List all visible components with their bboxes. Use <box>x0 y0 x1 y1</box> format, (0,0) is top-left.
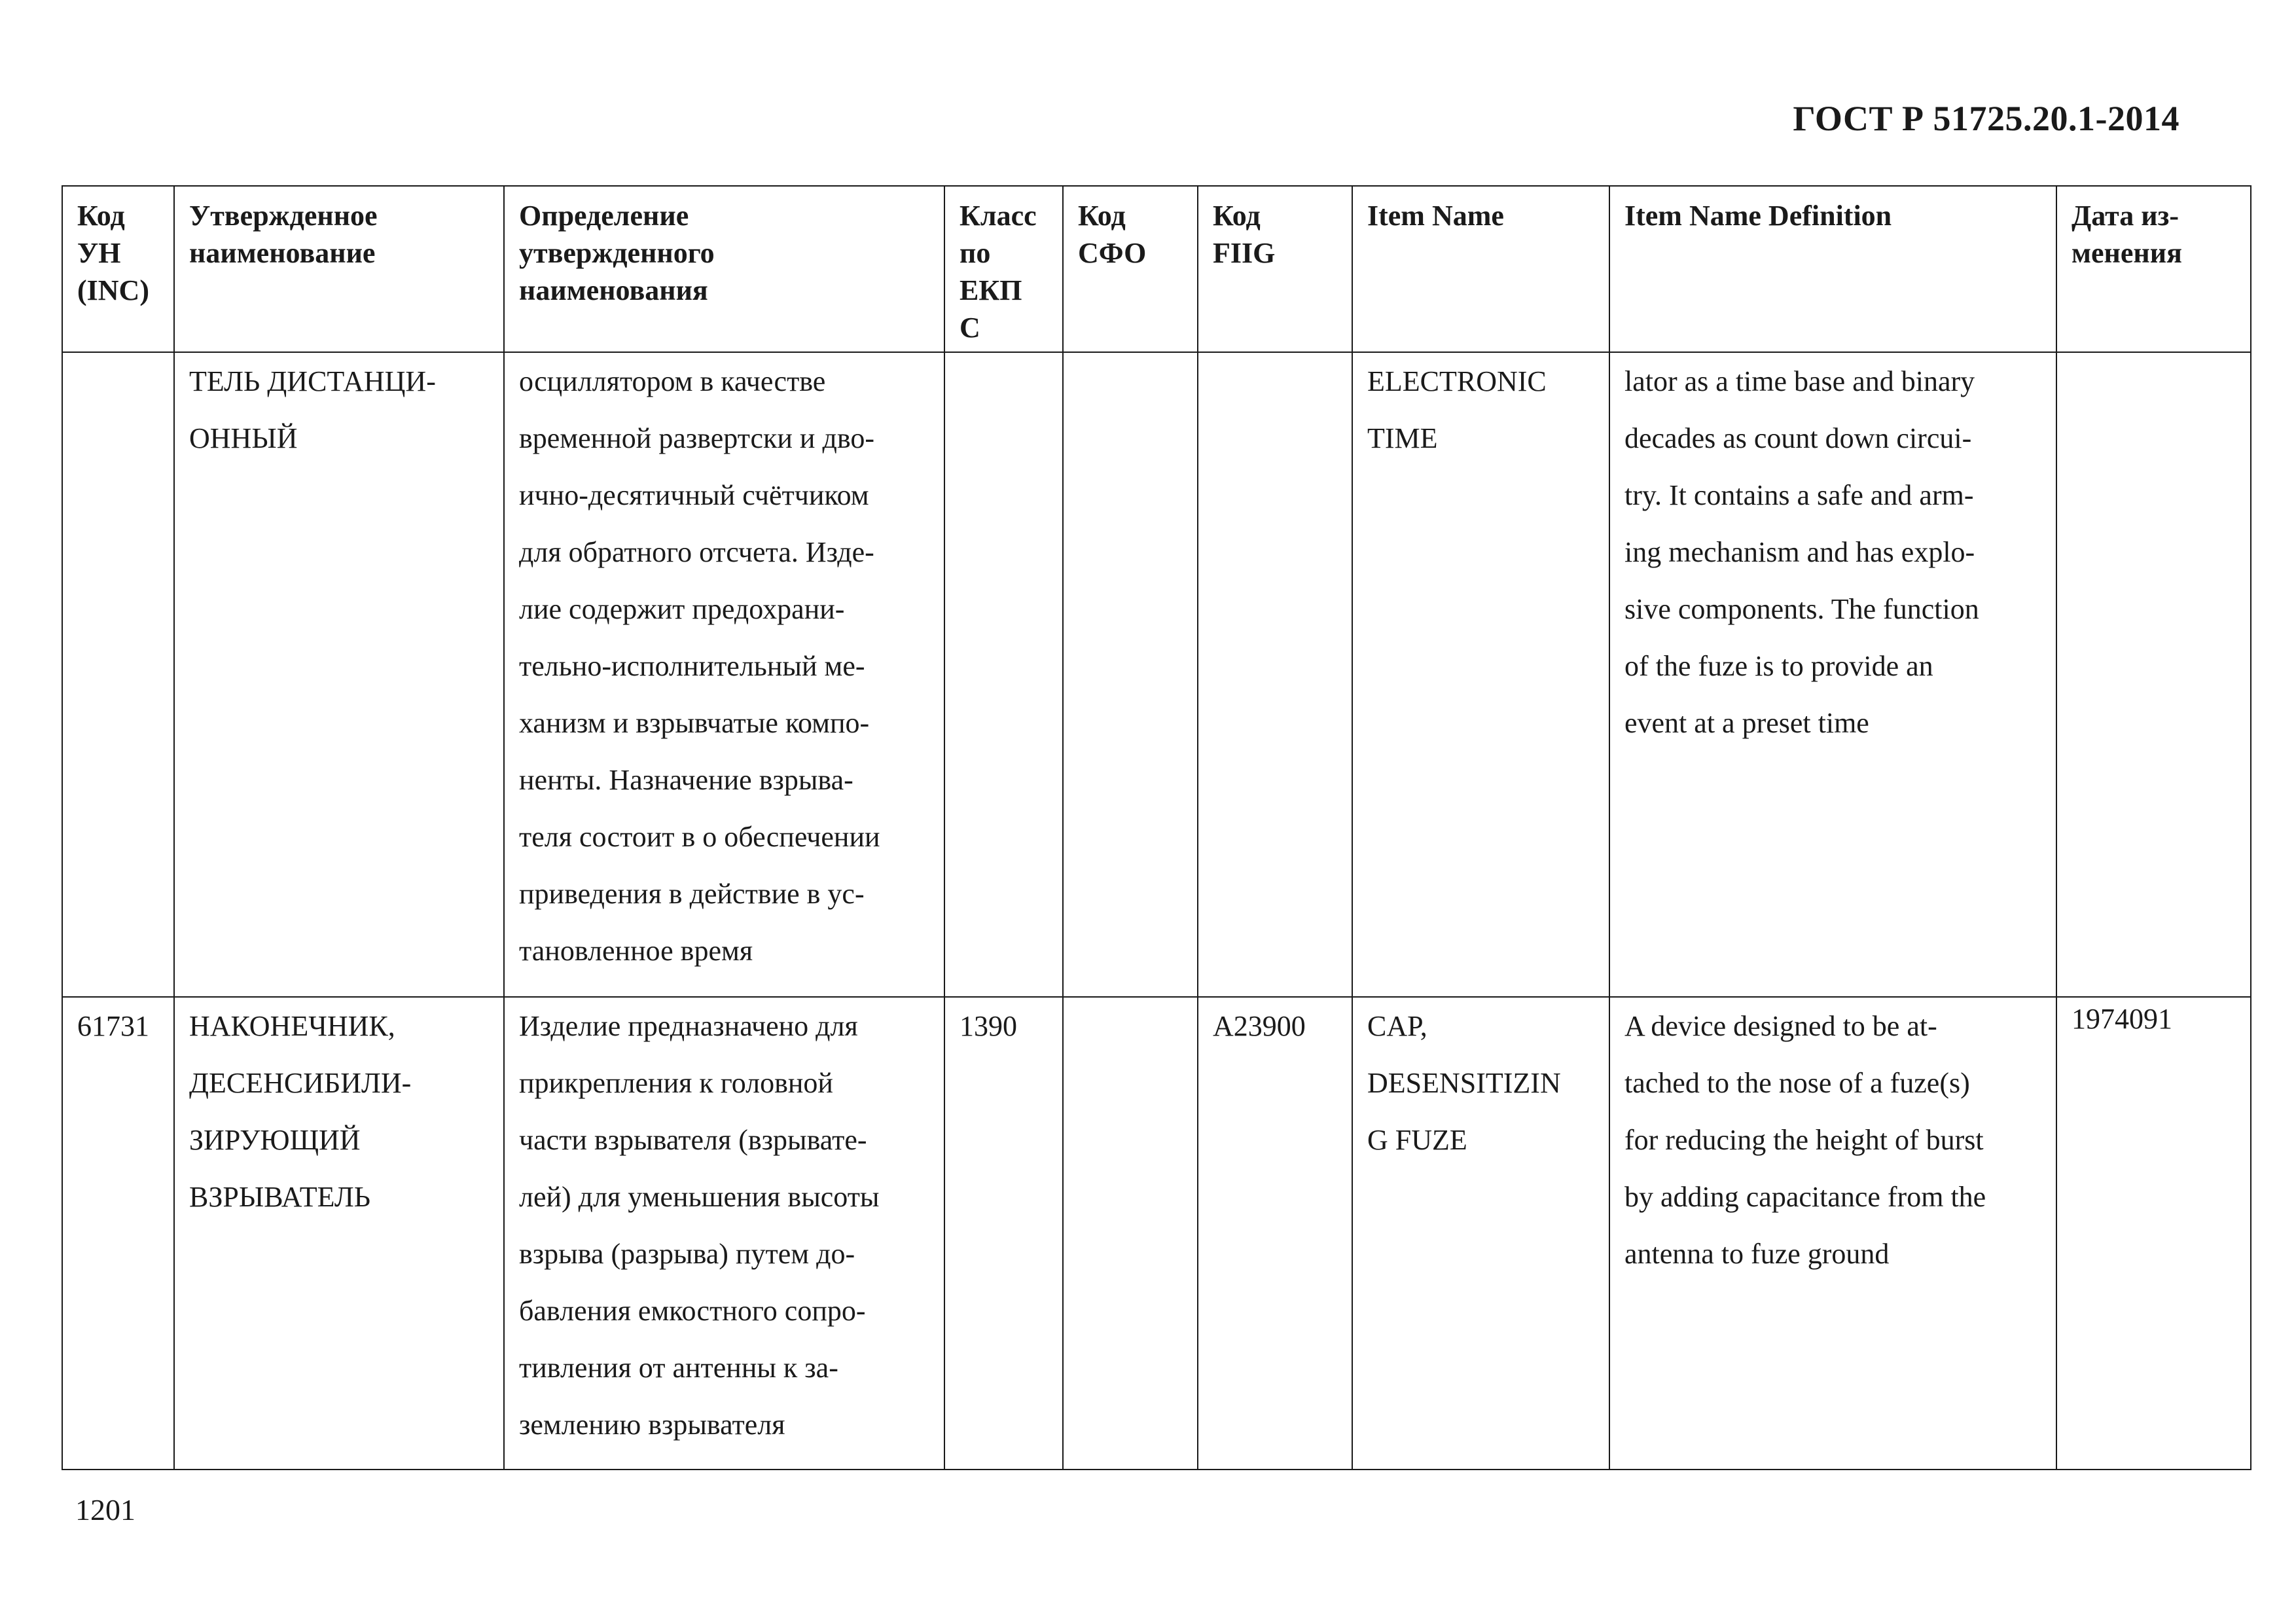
cell-text: 1390 <box>960 1010 1017 1042</box>
cell-inc <box>62 352 174 997</box>
column-header-text: Код УН (INC) <box>77 200 149 306</box>
table-header <box>62 186 2251 352</box>
column-header-inc <box>62 186 174 352</box>
cell-text: 1974091 <box>2072 1003 2172 1035</box>
column-header-item-name <box>1352 186 1609 352</box>
cell-sfo-code <box>1063 352 1198 997</box>
column-header-text: Класс по ЕКП С <box>960 200 1037 344</box>
column-header-definition <box>504 186 944 352</box>
cell-ekps-class <box>944 997 1063 1470</box>
cell-text: A device designed to be at- tached to the nose of a fuze(s) for reducing the height of burst by adding capacitance from the antenna to fuze ground <box>1624 1010 1986 1270</box>
item-name-table <box>62 185 2251 1470</box>
column-header-text: Определение утвержденного наименования <box>519 200 715 306</box>
cell-fiig-code <box>1198 352 1352 997</box>
column-header-text: Item Name Definition <box>1624 200 1892 232</box>
cell-fiig-code <box>1198 997 1352 1470</box>
column-header-text: Код СФО <box>1078 200 1147 269</box>
cell-ekps-class <box>944 352 1063 997</box>
column-header-ekps-class <box>944 186 1063 352</box>
cell-text: 61731 <box>77 1010 149 1042</box>
cell-text: ТЕЛЬ ДИСТАНЦИ- ОННЫЙ <box>189 365 436 454</box>
page-number: 1201 <box>75 1493 135 1526</box>
cell-approved-name <box>174 352 504 997</box>
column-header-text: Item Name <box>1367 200 1504 232</box>
column-header-approved-name <box>174 186 504 352</box>
cell-text: lator as a time base and binary decades as count down circui- try. It contains a safe and arm- ing mechanism and has explo- sive components. The function of the fuze is to provide an event at a preset time <box>1624 365 1979 739</box>
column-header-text: Утвержденное наименование <box>189 200 378 269</box>
column-header-change-date <box>2056 186 2251 352</box>
cell-item-name-definition <box>1609 352 2056 997</box>
cell-definition <box>504 352 944 997</box>
cell-change-date <box>2056 352 2251 997</box>
column-header-fiig-code <box>1198 186 1352 352</box>
standard-code-header: ГОСТ Р 51725.20.1-2014 <box>1793 99 2179 138</box>
cell-item-name-definition <box>1609 997 2056 1470</box>
column-header-text: Код FIIG <box>1213 200 1276 269</box>
cell-text: A23900 <box>1213 1010 1306 1042</box>
table-row <box>62 997 2251 1470</box>
cell-text: осциллятором в качестве временной развертски и дво- ично-десятичный счётчиком для обратного отсчета. Изде- лие содержит предохрани- тельно-исполнительный ме- ханизм и взрывчатые компо- ненты. Назначение взрыва- теля состоит в о обеспечении приведения в действие в ус- тановленное время <box>519 365 880 967</box>
cell-definition <box>504 997 944 1470</box>
cell-text: НАКОНЕЧНИК, ДЕСЕНСИБИЛИ- ЗИРУЮЩИЙ ВЗРЫВАТЕЛЬ <box>189 1010 412 1213</box>
cell-text: Изделие предназначено для прикрепления к головной части взрывателя (взрывате- лей) для уменьшения высоты взрыва (разрыва) путем до- бавления емкостного сопро- тивления от антенны к за- землению взрывателя <box>519 1010 880 1441</box>
column-header-item-name-definition <box>1609 186 2056 352</box>
table-row <box>62 352 2251 997</box>
cell-change-date <box>2056 997 2251 1470</box>
cell-text: CAP, DESENSITIZIN G FUZE <box>1367 1010 1561 1156</box>
column-header-sfo-code <box>1063 186 1198 352</box>
cell-item-name <box>1352 352 1609 997</box>
cell-item-name <box>1352 997 1609 1470</box>
cell-inc <box>62 997 174 1470</box>
header-row <box>62 186 2251 352</box>
cell-sfo-code <box>1063 997 1198 1470</box>
cell-approved-name <box>174 997 504 1470</box>
column-header-text: Дата из- менения <box>2072 200 2182 269</box>
cell-text: ELECTRONIC TIME <box>1367 365 1547 454</box>
